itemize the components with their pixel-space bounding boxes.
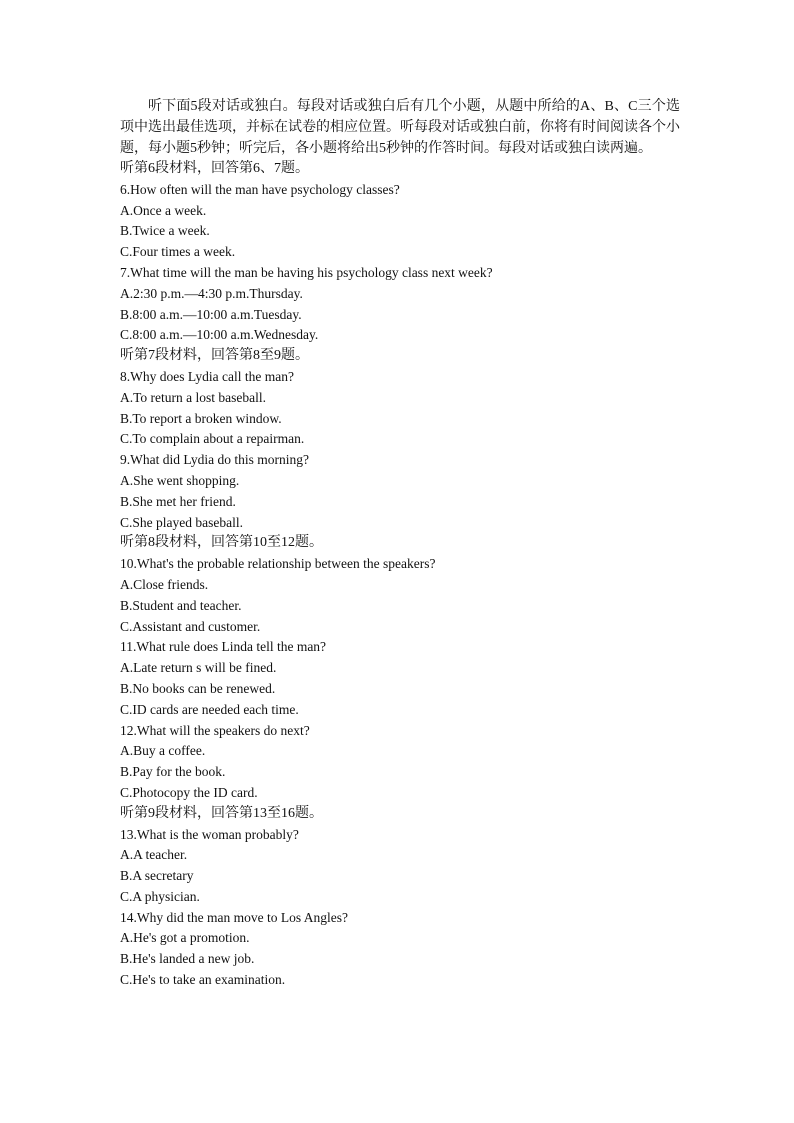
question-10: 10.What's the probable relationship between the speakers? (120, 556, 436, 572)
question-list (120, 159, 680, 991)
option-11c: C.ID cards are needed each time. (120, 701, 299, 717)
option-12b: B.Pay for the book. (120, 764, 226, 780)
question-7: 7.What time will the man be having his psychology class next week? (120, 264, 493, 280)
section-heading: 听第6段材料，回答第6、7题。 (120, 161, 309, 176)
option-7a: A.2:30 p.m.—4:30 p.m.Thursday. (120, 285, 303, 301)
question-8: 8.Why does Lydia call the man? (120, 368, 294, 384)
option-12a: A.Buy a coffee. (120, 743, 206, 759)
option-13b: B.A secretary (120, 868, 194, 884)
question-9: 9.What did Lydia do this morning? (120, 452, 309, 468)
option-11b: B.No books can be renewed. (120, 680, 276, 696)
option-14b: B.He's landed a new job. (120, 951, 255, 967)
instructions-paragraph: 听下面5段对话或独白。每段对话或独白后有几个小题，从题中所给的A、B、C三个选项中选出最佳选项，并标在试卷的相应位置。听每段对话或独白前，你将有时间阅读各个小题，每小题5秒钟；听完后，各小题将给出5秒钟的作答时间。每段对话或独白读两遍。 (120, 99, 680, 156)
option-12c: C.Photocopy the ID card. (120, 784, 258, 800)
option-13c: C.A physician. (120, 888, 200, 904)
option-11a: A.Late return s will be fined. (120, 660, 277, 676)
option-14a: A.He's got a promotion. (120, 930, 250, 946)
option-6a: A.Once a week. (120, 202, 207, 218)
option-9c: C.She played baseball. (120, 514, 243, 530)
option-6c: C.Four times a week. (120, 244, 236, 260)
option-10b: B.Student and teacher. (120, 597, 242, 613)
section-heading: 听第9段材料，回答第13至16题。 (120, 805, 323, 821)
option-8c: C.To complain about a repairman. (120, 431, 305, 447)
question-13: 13.What is the woman probably? (120, 826, 299, 842)
document-page (120, 96, 680, 991)
option-6b: B.Twice a week. (120, 223, 210, 239)
option-14c: C.He's to take an examination. (120, 972, 286, 988)
option-7b: B.8:00 a.m.—10:00 a.m.Tuesday. (120, 306, 302, 322)
option-13a: A.A teacher. (120, 847, 188, 863)
question-14: 14.Why did the man move to Los Angles? (120, 909, 348, 925)
option-10c: C.Assistant and customer. (120, 618, 261, 634)
option-10a: A.Close friends. (120, 576, 209, 592)
option-8a: A.To return a lost baseball. (120, 389, 267, 405)
section-heading: 听第7段材料，回答第8至9题。 (120, 348, 309, 364)
question-11: 11.What rule does Linda tell the man? (120, 639, 327, 655)
option-8b: B.To report a broken window. (120, 410, 282, 426)
question-6: 6.How often will the man have psychology classes? (120, 181, 400, 197)
option-9a: A.She went shopping. (120, 472, 240, 488)
question-12: 12.What will the speakers do next? (120, 722, 310, 738)
section-heading: 听第8段材料，回答第10至12题。 (120, 535, 323, 551)
option-9b: B.She met her friend. (120, 493, 236, 509)
option-7c: C.8:00 a.m.—10:00 a.m.Wednesday. (120, 327, 319, 343)
